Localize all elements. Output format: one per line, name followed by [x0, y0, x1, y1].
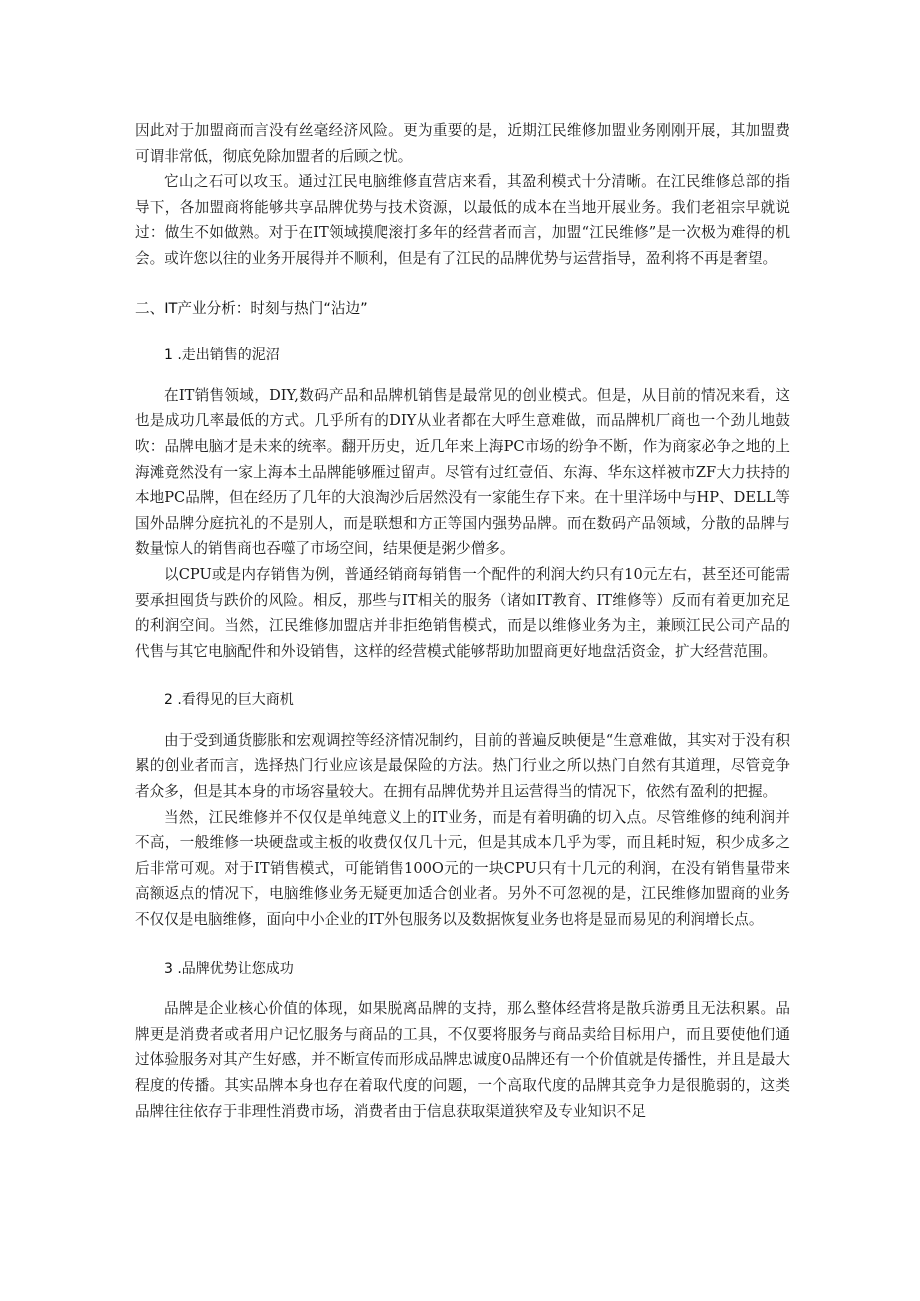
- subsection-2-paragraph-2: 当然，江民维修并不仅仅是单纯意义上的IT业务，而是有着明确的切入点。尽管维修的纯利润并不高，一般维修一块硬盘或主板的收费仅仅几十元，但是其成本几乎为零，而且耗时短，积少成多之后非常可观。对于IT销售模式，可能销售100O元的一块CPU只有十几元的利润，在没有销售量带来高额返点的情况下，电脑维修业务无疑更加适合创业者。另外不可忽视的是，江民维修加盟商的业务不仅仅是电脑维修，面向中小企业的IT外包服务以及数据恢复业务也将是显而易见的利润增长点。: [135, 808, 790, 929]
- subsection-3-paragraph-1: 品牌是企业核心价值的体现，如果脱离品牌的支持，那么整体经营将是散兵游勇且无法积累。品牌更是消费者或者用户记忆服务与商品的工具，不仅要将服务与商品卖给目标用户，而且要使他们通过体验服务对其产生好感，并不断宣传而形成品牌忠诚度0品牌还有一个价值就是传播性，并且是最大程度的传播。其实品牌本身也存在着取代度的问题，一个高取代度的品牌其竞争力是很脆弱的，这类品牌往往依存于非理性消费市场，消费者由于信息获取渠道狭窄及专业知识不足: [135, 1000, 790, 1120]
- section-heading: 二、IT产业分析：时刻与热门“沾边”: [135, 299, 368, 317]
- subsection-1-paragraph-2: 以CPU或是内存销售为例，普通经销商每销售一个配件的利润大约只有10元左右，甚至还可能需要承担囤货与跌价的风险。相反，那些与IT相关的服务（诸如IT教育、IT维修等）反而有着更加充足的利润空间。当然，江民维修加盟店并非拒绝销售模式，而是以维修业务为主，兼顾江民公司产品的代售与其它电脑配件和外设销售，这样的经营模式能够帮助加盟商更好地盘活资金，扩大经营范围。: [135, 565, 790, 660]
- subsection-2-heading: 2 .看得见的巨大商机: [164, 692, 294, 709]
- document-page: [135, 118, 790, 1124]
- subsection-2-paragraph-1: 由于受到通货膨胀和宏观调控等经济情况制约，目前的普遍反映便是“生意难做，其实对于没有积累的创业者而言，选择热门行业应该是最保险的方法。热门行业之所以热门自然有其道理，尽管竞争者众多，但是其本身的市场容量较大。在拥有品牌优势并且运营得当的情况下，依然有盈利的把握。: [135, 731, 790, 801]
- subsection-3-heading: 3 .品牌优势让您成功: [164, 960, 294, 977]
- subsection-1-paragraph-1: 在IT销售领域，DIY,数码产品和品牌机销售是最常见的创业模式。但是，从目前的情况来看，这也是成功几率最低的方式。几乎所有的DIY从业者都在大呼生意难做，而品牌机厂商也一个劲儿地鼓吹：品牌电脑才是未来的统率。翻开历史，近几年来上海PC市场的纷争不断，作为商家必争之地的上海滩竟然没有一家上海本土品牌能够雁过留声。尽管有过红壹佰、东海、华东这样被市ZF大力扶持的本地PC品牌，但在经历了几年的大浪淘沙后居然没有一家能生存下来。在十里洋场中与HP、DELL等国外品牌分庭抗礼的不是别人，而是联想和方正等国内强势品牌。而在数码产品领域，分散的品牌与数量惊人的销售商也吞噬了市场空间，结果便是粥少僧多。: [135, 386, 790, 558]
- intro-paragraph-1: 因此对于加盟商而言没有丝毫经济风险。更为重要的是，近期江民维修加盟业务刚刚开展，其加盟费可谓非常低，彻底免除加盟者的后顾之忧。: [135, 122, 790, 165]
- subsection-1-heading: 1 .走出销售的泥沼: [164, 347, 280, 364]
- intro-paragraph-2: 它山之石可以攻玉。通过江民电脑维修直营店来看，其盈利模式十分清晰。在江民维修总部的指导下，各加盟商将能够共享品牌优势与技术资源，以最低的成本在当地开展业务。我们老祖宗早就说过：做生不如做熟。对于在IT领域摸爬滚打多年的经营者而言，加盟“江民维修”是一次极为难得的机会。或许您以往的业务开展得并不顺利，但是有了江民的品牌优势与运营指导，盈利将不再是奢望。: [135, 173, 790, 267]
